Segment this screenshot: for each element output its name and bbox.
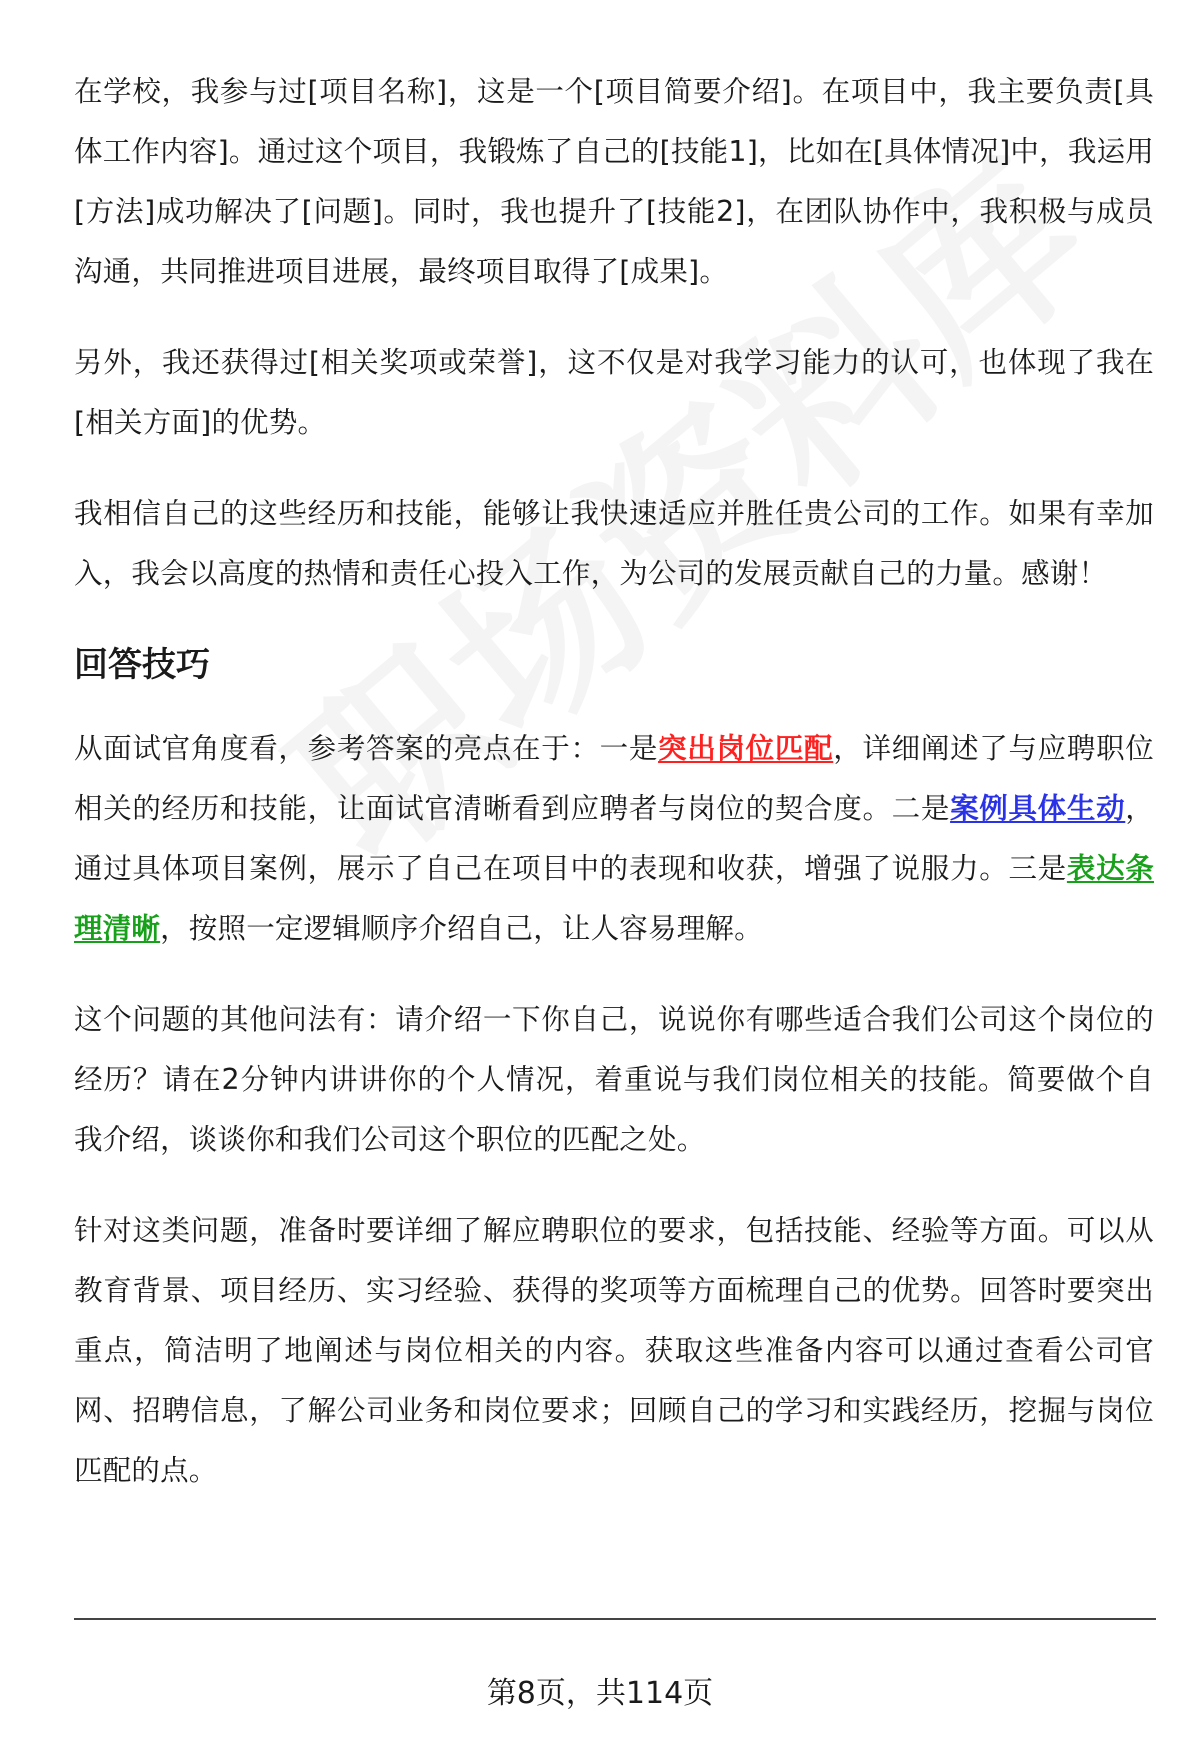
paragraph-awards: 另外，我还获得过[相关奖项或荣誉]，这不仅是对我学习能力的认可，也体现了我在[相关方面]的优势。 [74, 346, 1154, 439]
paragraph-closing: 我相信自己的这些经历和技能，能够让我快速适应并胜任贵公司的工作。如果有幸加入，我会以高度的热情和责任心投入工作，为公司的发展贡献自己的力量。感谢！ [74, 497, 1154, 590]
document-body [74, 62, 1154, 1532]
tips-text-1: 从面试官角度看，参考答案的亮点在于：一是 [74, 732, 659, 765]
paragraph-project-experience: 在学校，我参与过[项目名称]，这是一个[项目简要介绍]。在项目中，我主要负责[具体工作内容]。通过这个项目，我锻炼了自己的[技能1]，比如在[具体情况]中，我运用[方法]成功解决了[问题]。同时，我也提升了[技能2]，在团队协作中，我积极与成员沟通，共同推进项目进展，最终项目取得了[成果]。 [74, 75, 1154, 288]
tips-text-3: ，通过具体项目案例，展示了自己在项目中的表现和收获，增强了说服力。三是 [74, 792, 1154, 885]
paragraph-tips [74, 719, 1154, 959]
highlight-clear-expression: 表达条理清晰 [74, 852, 1154, 945]
highlight-vivid-cases: 案例具体生动 [950, 792, 1126, 825]
paragraph-preparation-advice: 针对这类问题，准备时要详细了解应聘职位的要求，包括技能、经验等方面。可以从教育背景、项目经历、实习经验、获得的奖项等方面梳理自己的优势。回答时要突出重点，简洁明了地阐述与岗位相关的内容。获取这些准备内容可以通过查看公司官网、招聘信息，了解公司业务和岗位要求；回顾自己的学习和实践经历，挖掘与岗位匹配的点。 [74, 1214, 1154, 1487]
section-heading-answer-tips: 回答技巧 [74, 645, 210, 685]
paragraph-alternative-questions: 这个问题的其他问法有：请介绍一下你自己，说说你有哪些适合我们公司这个岗位的经历？请在2分钟内讲讲你的个人情况，着重说与我们岗位相关的技能。简要做个自我介绍，谈谈你和我们公司这个职位的匹配之处。 [74, 1003, 1154, 1156]
footer-divider [74, 1618, 1156, 1620]
highlight-job-match: 突出岗位匹配 [658, 732, 834, 765]
tips-text-4: ，按照一定逻辑顺序介绍自己，让人容易理解。 [160, 912, 763, 945]
tips-text-2: ，详细阐述了与应聘职位相关的经历和技能，让面试官清晰看到应聘者与岗位的契合度。二是 [74, 732, 1154, 825]
page-number: 第8页，共114页 [486, 1676, 714, 1711]
